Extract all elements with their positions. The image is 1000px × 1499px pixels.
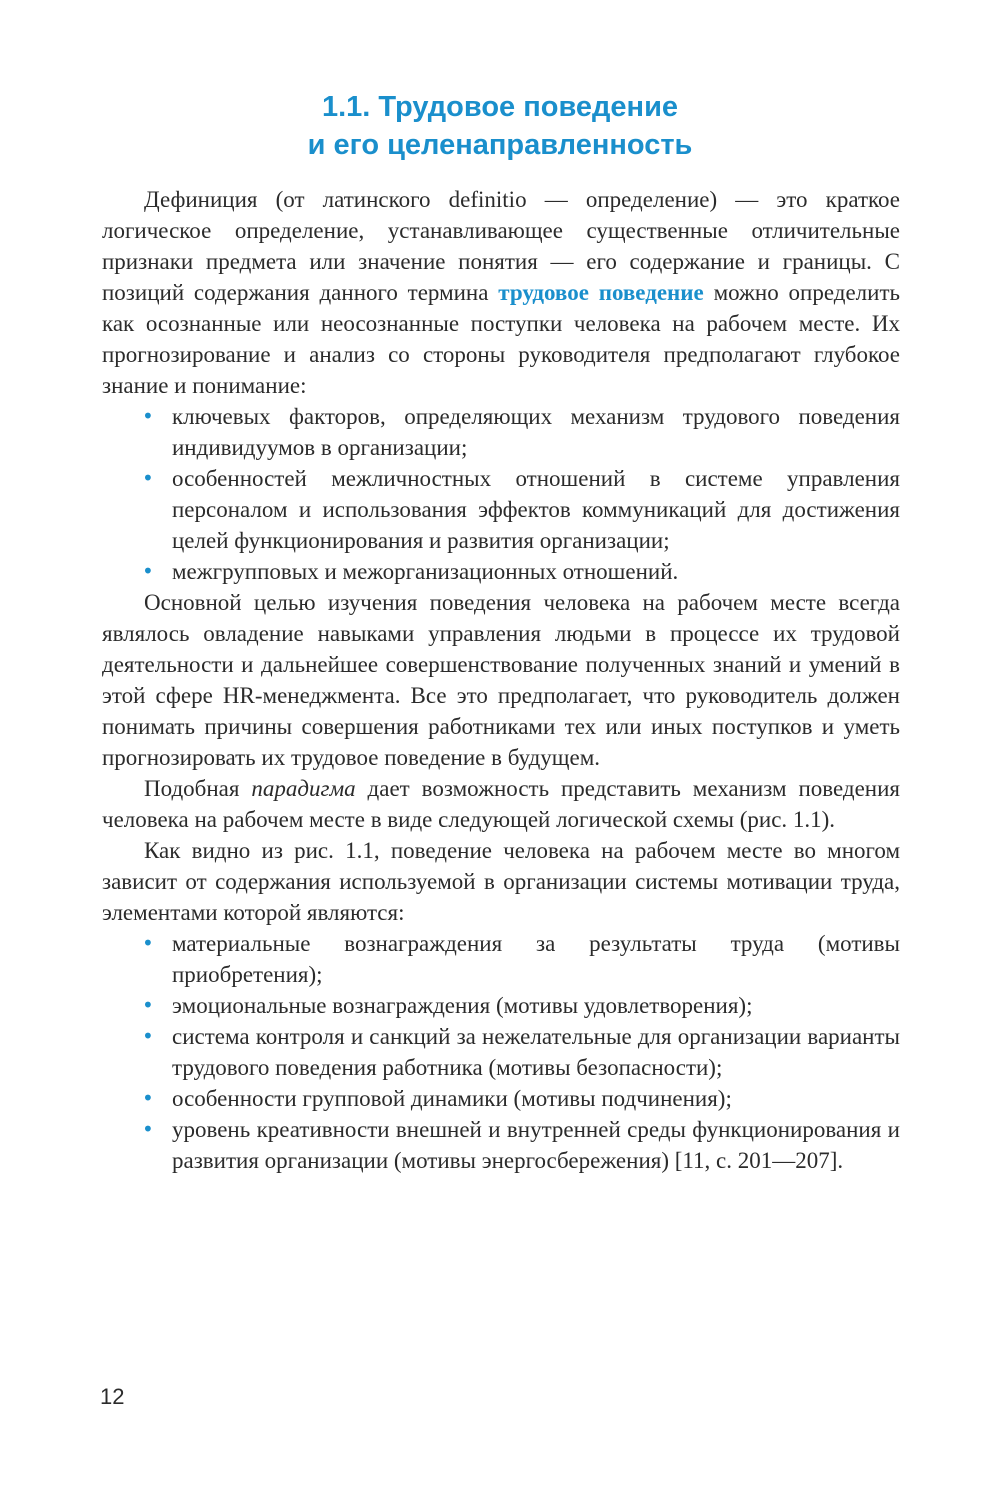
bullet-icon: • [142,404,154,428]
list-item-text: материальные вознаграждения за результаты труда (мотивы приобретения); [172,931,900,987]
body-text [102,184,900,1176]
knowledge-list [102,401,900,587]
list-item [102,1114,900,1176]
bullet-icon: • [142,993,154,1017]
list-item-text: особенности групповой динамики (мотивы подчинения); [172,1086,732,1111]
paragraph-definition-text-1: Дефиниция (от латинского definitio — определение) — это краткое логическое определение, устанавливающее существенные отличительные признаки предмета или значение понятия — его содержание и границы. С позиций содержания данного термина [102,187,900,305]
paragraph-paradigm-text-1: Подобная [144,776,252,801]
list-item-text: эмоциональные вознаграждения (мотивы удовлетворения); [172,993,753,1018]
list-item-text: ключевых факторов, определяющих механизм трудового поведения индивидуумов в организации; [172,404,900,460]
section-heading-line-1: 1.1. Трудовое поведение [321,91,679,123]
paragraph-motivation: Как видно из рис. 1.1, поведение человека на рабочем месте во многом зависит от содержания используемой в организации системы мотивации труда, элементами которой являются: [102,838,900,925]
list-item-text: особенностей межличностных отношений в системе управления персоналом и использования эффектов коммуникаций для достижения целей функционирования и развития организации; [172,466,900,553]
bullet-icon: • [142,1117,154,1141]
list-item-text: система контроля и санкций за нежелательные для организации варианты трудового поведения работника (мотивы безопасности); [172,1024,900,1080]
list-item-text: межгрупповых и межорганизационных отношений. [172,559,679,584]
paragraph-paradigm [102,773,900,835]
list-item [102,463,900,556]
motivation-elements-list [102,928,900,1176]
term-labor-behavior: трудовое поведение [498,280,704,305]
list-item [102,1083,900,1114]
bullet-icon: • [142,1024,154,1048]
list-item [102,1021,900,1083]
paragraph-paradigm-text-2: дает возможность представить механизм поведения человека на рабочем месте в виде следующей логической схемы (рис. 1.1). [102,776,901,832]
list-item [102,990,900,1021]
section-heading [100,88,900,164]
list-item [102,556,900,587]
bullet-icon: • [142,931,154,955]
paragraph-goal: Основной целью изучения поведения человека на рабочем месте всегда являлось овладение навыками управления людьми в процессе их трудовой деятельности и дальнейшее совершенствование полученных знаний и умений в этой сфере HR-менеджмента. Все это предполагает, что руководитель должен понимать причины совершения работниками тех или иных поступков и уметь прогнозировать их трудовое поведение в будущем. [102,590,900,770]
paragraph-definition-text-2: можно определить как осознанные или неосознанные поступки человека на рабочем месте. Их прогнозирование и анализ со стороны руководителя предполагают глубокое знание и понимание: [102,280,900,398]
bullet-icon: • [142,1086,154,1110]
list-item-text: уровень креативности внешней и внутренней среды функционирования и развития организации (мотивы энергосбережения) [11, с. 201—207]. [172,1117,900,1173]
page-number: 12 [100,1384,125,1409]
paragraph-definition [102,184,900,401]
section-heading-line-2: и его целенаправленность [307,129,693,161]
list-item [102,928,900,990]
term-paradigm: парадигма [251,776,356,801]
bullet-icon: • [142,559,154,583]
bullet-icon: • [142,466,154,490]
list-item [102,401,900,463]
